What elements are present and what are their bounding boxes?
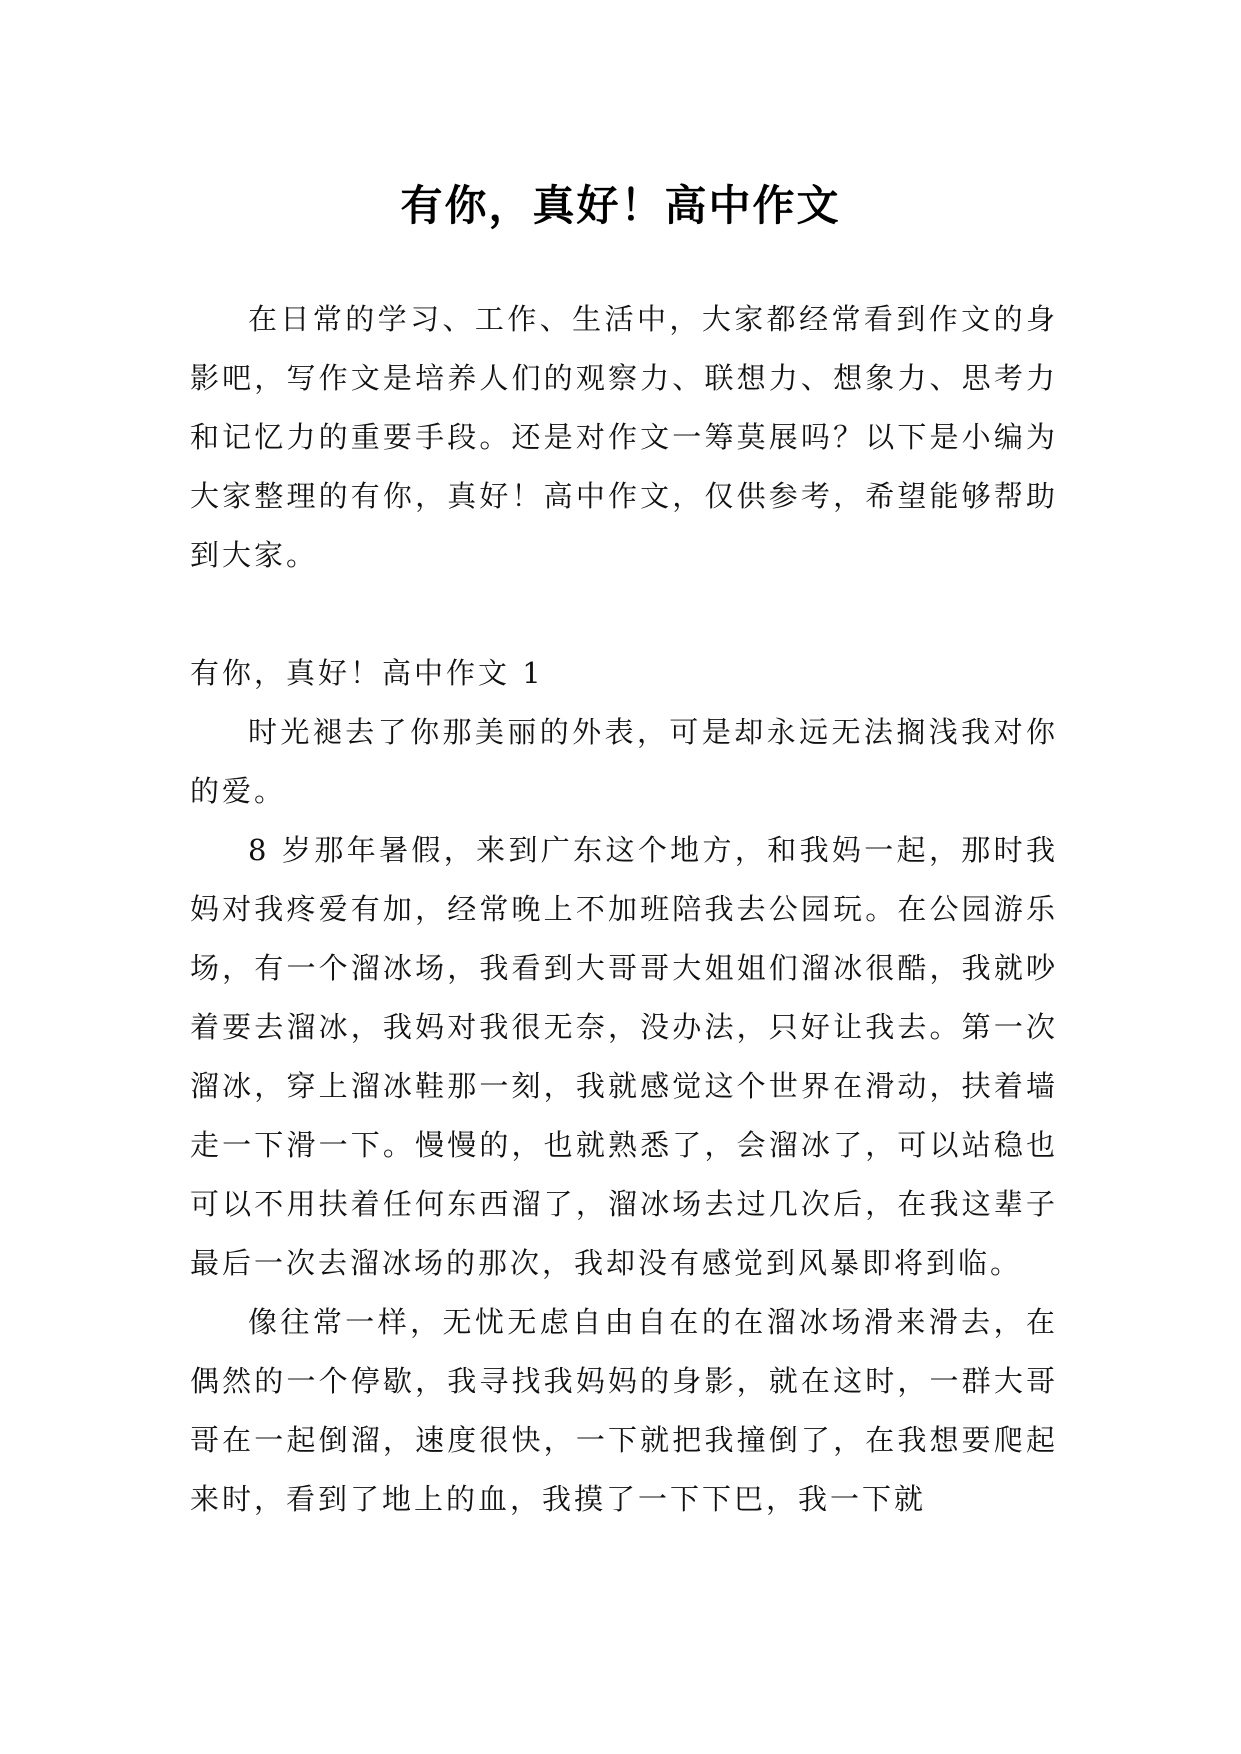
body-paragraph-2: 8 岁那年暑假，来到广东这个地方，和我妈一起，那时我妈对我疼爱有加，经常晚上不加班陪我去公园玩。在公园游乐场，有一个溜冰场，我看到大哥哥大姐姐们溜冰很酷，我就吵着要去溜冰，我妈对我很无奈，没办法，只好让我去。第一次溜冰，穿上溜冰鞋那一刻，我就感觉这个世界在滑动，扶着墙走一下滑一下。慢慢的，也就熟悉了，会溜冰了，可以站稳也可以不用扶着任何东西溜了，溜冰场去过几次后，在我这辈子最后一次去溜冰场的那次，我却没有感觉到风暴即将到临。 — [190, 833, 1058, 1280]
section-heading: 有你，真好！高中作文 1 — [190, 656, 544, 690]
page-title: 有你，真好！高中作文 — [400, 181, 841, 231]
intro-paragraph: 在日常的学习、工作、生活中，大家都经常看到作文的身影吧，写作文是培养人们的观察力、联想力、想象力、思考力和记忆力的重要手段。还是对作文一筹莫展吗？以下是小编为大家整理的有你，真好！高中作文，仅供参考，希望能够帮助到大家。 — [190, 302, 1058, 572]
document-body — [190, 290, 1058, 1529]
body-paragraph-1: 时光褪去了你那美丽的外表，可是却永远无法搁浅我对你的爱。 — [190, 715, 1058, 808]
body-paragraph-3: 像往常一样，无忧无虑自由自在的在溜冰场滑来滑去，在偶然的一个停歇，我寻找我妈妈的身影，就在这时，一群大哥哥在一起倒溜，速度很快，一下就把我撞倒了，在我想要爬起来时，看到了地上的血，我摸了一下下巴，我一下就 — [190, 1305, 1058, 1516]
